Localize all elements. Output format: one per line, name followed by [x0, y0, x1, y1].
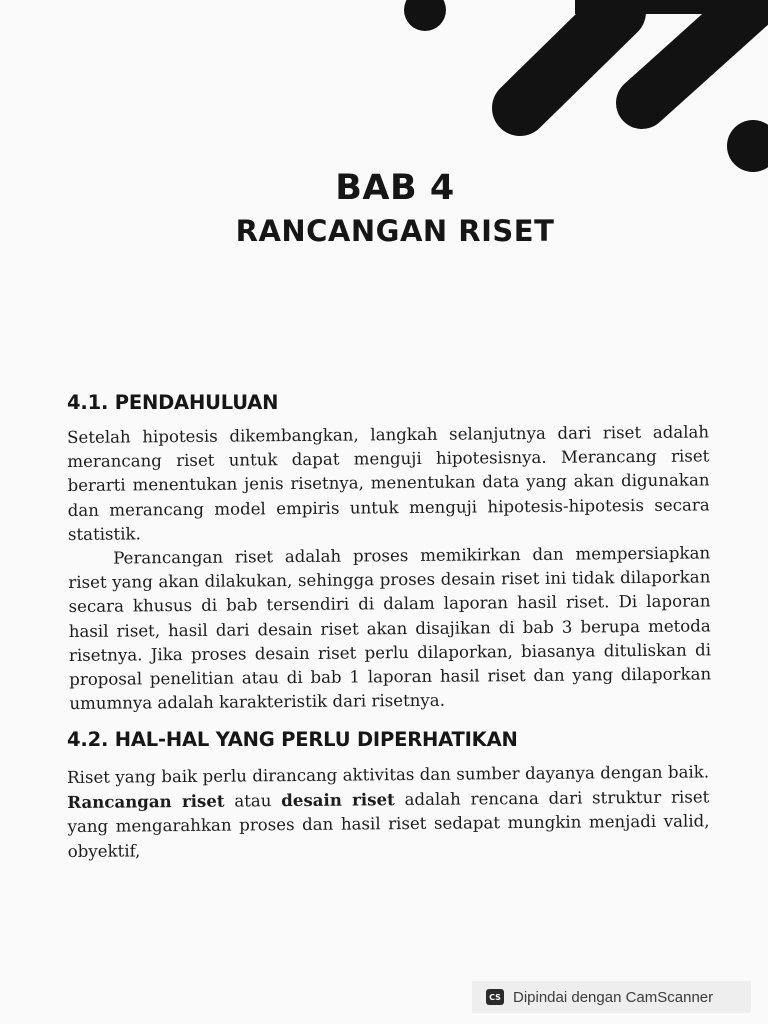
camscanner-logo-icon: CS: [486, 989, 504, 1005]
paragraph: Perancangan riset adalah proses memikirkan dan mempersiapkan riset yang akan dilakukan, sehingga proses desain riset ini tidak dilaporkan secara khusus di bab tersendiri di dalam laporan hasil riset. Di laporan hasil riset, hasil dari desain riset akan disajikan di bab 3 berupa metoda risetnya. Jika proses desain riset perlu dilaporkan, biasanya dituliskan di proposal penelitian atau di bab 1 laporan hasil riset dan yang dilaporkan umumnya adalah karakteristik dari risetnya.: [68, 543, 712, 714]
section-heading-4-2: 4.2. HAL-HAL YANG PERLU DIPERHATIKAN: [67, 728, 518, 751]
decor-right-circle: [727, 120, 768, 172]
paragraph: [67, 760, 710, 863]
decor-stroke-right: [642, 0, 768, 103]
text-run: adalah rencana dari struktur riset yang mengarahkan proses dan hasil riset sedapat mungkin menjadi valid, obyektif,: [67, 787, 710, 861]
bold-term: desain riset: [281, 789, 395, 811]
decor-small-circle: [404, 0, 446, 31]
chapter-number: BAB 4: [335, 168, 455, 208]
paragraph: Setelah hipotesis dikembangkan, langkah selanjutnya dari riset adalah merancang riset untuk dapat menguji hipotesisnya. Merancang riset berarti menentukan jenis risetnya, menentukan data yang akan digunakan dan merancang model empiris untuk menguji hipotesis-hipotesis secara statistik.: [67, 422, 710, 544]
chapter-title: RANCANGAN RISET: [235, 214, 555, 248]
camscanner-text: Dipindai dengan CamScanner: [513, 988, 714, 1006]
section-4-1-body: [67, 420, 712, 716]
bold-term: Rancangan riset: [67, 790, 225, 813]
text-run: atau: [224, 791, 282, 811]
decor-stroke-left: [520, 12, 618, 108]
section-heading-4-1: 4.1. PENDAHULUAN: [67, 391, 279, 414]
text-run: Riset yang baik perlu dirancang aktivitas dan sumber dayanya dengan baik.: [67, 762, 710, 787]
section-4-2-body: [67, 760, 710, 863]
camscanner-watermark: [472, 981, 751, 1013]
